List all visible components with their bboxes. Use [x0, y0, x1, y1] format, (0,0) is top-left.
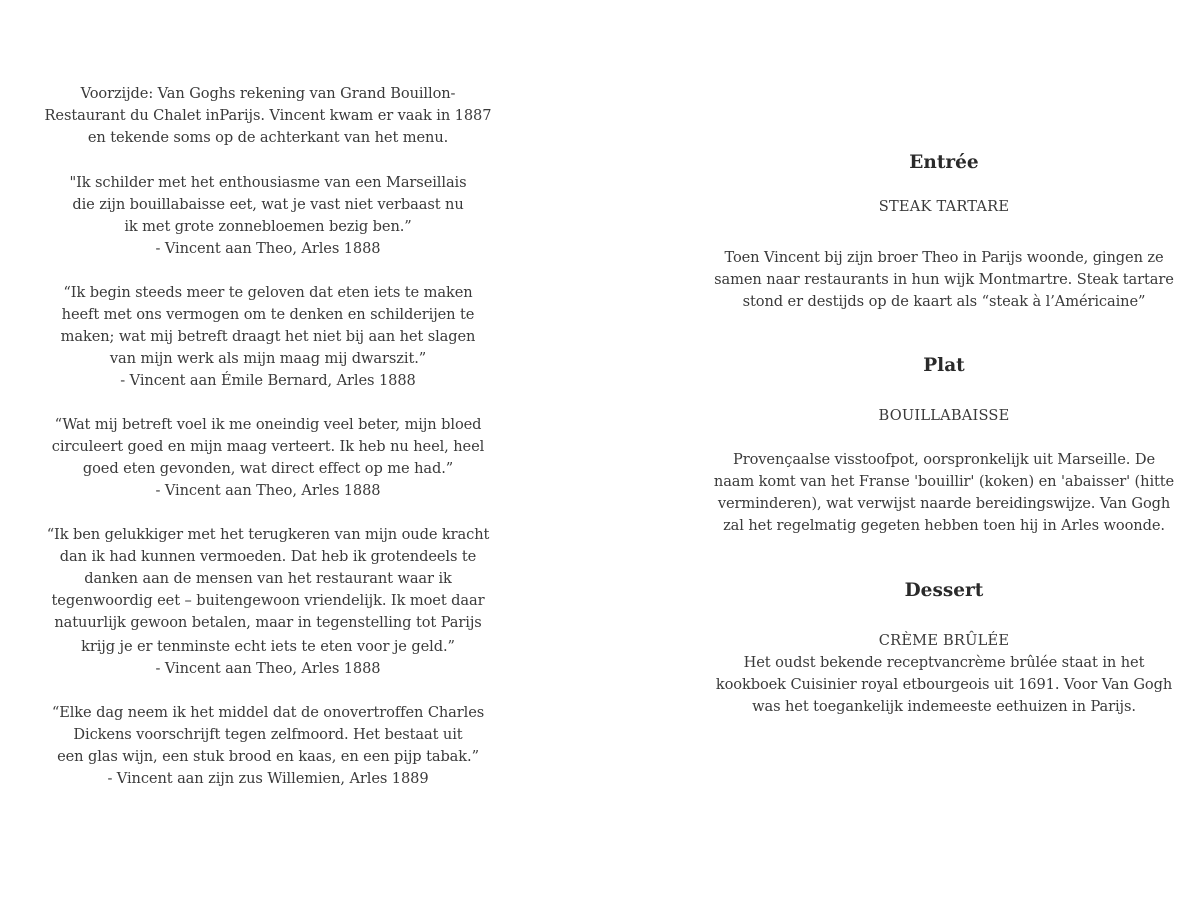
description-line: was het toegankelijk indemeeste eethuizen in Parijs. [752, 698, 1136, 715]
dish-description-plat [712, 449, 1176, 537]
quote-line: danken aan de mensen van het restaurant waar ik [84, 570, 452, 587]
description-line: verminderen), wat verwijst naarde bereidingswijze. Van Gogh [717, 495, 1171, 512]
quote-attribution: - Vincent aan Theo, Arles 1888 [155, 240, 381, 257]
intro-line: en tekende soms op de achterkant van het menu. [87, 129, 449, 146]
dish-description-entree [712, 247, 1176, 313]
intro-text [40, 83, 496, 149]
quote-line: heeft met ons vermogen om te denken en schilderijen te [61, 306, 475, 323]
description-line: Provençaalse visstoofpot, oorspronkelijk uit Marseille. De [732, 451, 1155, 468]
quote-line: circuleert goed en mijn maag verteert. Ik heb nu heel, heel [51, 438, 485, 455]
quote-line: krijg je er tenminste echt iets te eten voor je geld.” [81, 638, 455, 655]
quote-attribution: - Vincent aan Theo, Arles 1888 [155, 482, 381, 499]
quote-line: Dickens voorschrijft tegen zelfmoord. Het bestaat uit [73, 726, 463, 743]
quote-line: van mijn werk als mijn maag mij dwarszit.” [109, 350, 427, 367]
quote-line: maken; wat mij betreft draagt het niet bij aan het slagen [60, 328, 476, 345]
quote-attribution: - Vincent aan zijn zus Willemien, Arles 1889 [107, 770, 429, 787]
dish-name-bouillabaisse: BOUILLABAISSE [878, 407, 1010, 424]
quote-line: goed eten gevonden, wat direct effect op me had.” [82, 460, 454, 477]
description-line: kookboek Cuisinier royal etbourgeois uit 1691. Voor Van Gogh [715, 676, 1173, 693]
intro-line: Restaurant du Chalet inParijs. Vincent kwam er vaak in 1887 [44, 107, 492, 124]
right-page [712, 0, 1176, 900]
quote-line: die zijn bouillabaisse eet, wat je vast niet verbaast nu [72, 196, 464, 213]
quote-line: een glas wijn, een stuk brood en kaas, en een pijp tabak.” [57, 748, 479, 765]
quote-line: “Wat mij betreft voel ik me oneindig veel beter, mijn bloed [54, 416, 482, 433]
quote-4 [40, 524, 496, 680]
intro-line: Voorzijde: Van Goghs rekening van Grand Bouillon- [80, 85, 456, 102]
course-heading-entree: Entrée [909, 152, 979, 173]
description-line: samen naar restaurants in hun wijk Montmartre. Steak tartare [714, 271, 1174, 288]
quote-3 [40, 414, 496, 502]
quote-line: “Ik ben gelukkiger met het terugkeren van mijn oude kracht [46, 526, 490, 543]
quote-5 [40, 702, 496, 790]
quote-line: “Elke dag neem ik het middel dat de onovertroffen Charles [51, 704, 485, 721]
quote-line: "Ik schilder met het enthousiasme van een Marseillais [69, 174, 467, 191]
dish-name-creme-brulee: CRÈME BRÛLÉE [878, 632, 1010, 649]
quote-line: “Ik begin steeds meer te geloven dat eten iets te maken [63, 284, 473, 301]
quote-line: natuurlijk gewoon betalen, maar in tegenstelling tot Parijs [54, 614, 482, 631]
quote-2 [40, 282, 496, 392]
quote-attribution: - Vincent aan Theo, Arles 1888 [155, 660, 381, 677]
quote-line: tegenwoordig eet – buitengewoon vriendelijk. Ik moet daar [51, 592, 485, 609]
quote-attribution: - Vincent aan Émile Bernard, Arles 1888 [120, 372, 416, 389]
left-page [40, 0, 496, 900]
description-line: zal het regelmatig gegeten hebben toen hij in Arles woonde. [723, 517, 1165, 534]
course-heading-dessert: Dessert [904, 580, 984, 601]
dish-name-steak-tartare: STEAK TARTARE [878, 198, 1010, 215]
description-line: naam komt van het Franse 'bouillir' (koken) en 'abaisser' (hitte [713, 473, 1175, 490]
description-line: Toen Vincent bij zijn broer Theo in Parijs woonde, gingen ze [724, 249, 1164, 266]
quote-1 [40, 172, 496, 260]
quote-line: dan ik had kunnen vermoeden. Dat heb ik grotendeels te [59, 548, 477, 565]
course-heading-plat: Plat [923, 355, 965, 376]
dish-description-dessert [712, 652, 1176, 718]
description-line: stond er destijds op de kaart als “steak à l’Américaine” [742, 293, 1146, 310]
quote-line: ik met grote zonnebloemen bezig ben.” [124, 218, 412, 235]
description-line: Het oudst bekende receptvancrème brûlée staat in het [743, 654, 1145, 671]
